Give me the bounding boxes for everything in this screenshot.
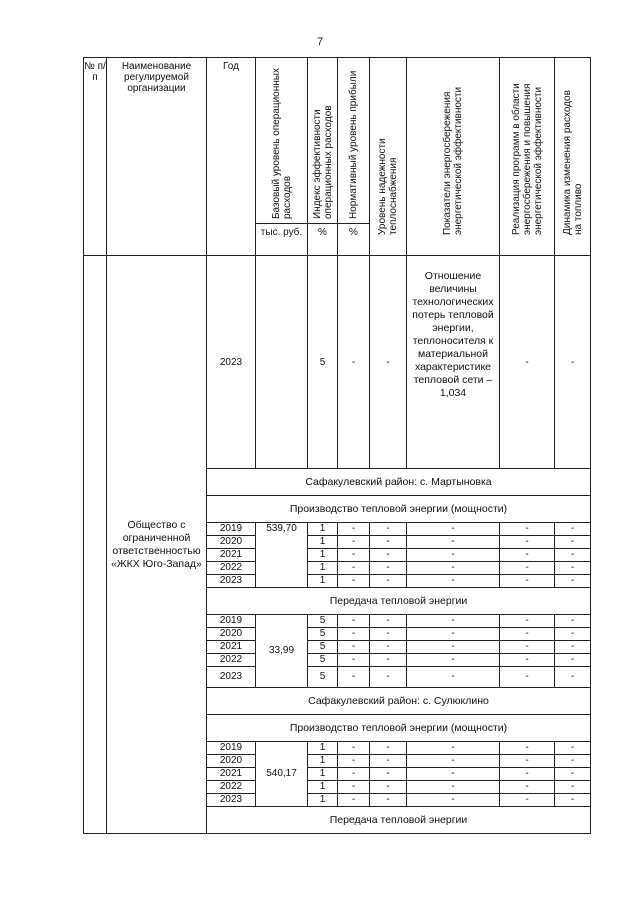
cell-programs: - (500, 667, 555, 688)
cell-year: 2023 (207, 575, 256, 588)
block-title: Производство тепловой энергии (мощности) (207, 715, 591, 742)
cell-base: 540,17 (256, 742, 308, 807)
cell-programs: - (500, 523, 555, 536)
block-title: Производство тепловой энергии (мощности) (207, 496, 591, 523)
cell-profit: - (338, 562, 370, 575)
header-programs: Реализация программ в области энергосбережения и повышения энергетической эффективности (500, 58, 555, 256)
cell-fuel: - (555, 628, 591, 641)
header-year: Год (207, 58, 256, 256)
cell-profit: - (338, 549, 370, 562)
cell-programs: - (500, 628, 555, 641)
cell-year: 2023 (207, 667, 256, 688)
cell-year: 2019 (207, 523, 256, 536)
cell-index: 1 (308, 549, 338, 562)
unit-profit: % (338, 224, 370, 256)
cell-fuel: - (555, 575, 591, 588)
page-number: 7 (316, 36, 324, 48)
cell-energy: Отношение величины технологических потерь тепловой энергии, теплоносителя к материальной характеристике тепловой сети – 1,034 (407, 256, 500, 469)
header-fuel: Динамика изменения расходов на топливо (555, 58, 591, 256)
header-num: № п/п (84, 58, 107, 256)
cell-index: 5 (308, 667, 338, 688)
header-base: Базовый уровень операционных расходов (256, 58, 308, 224)
cell-energy: - (407, 755, 500, 768)
cell-index: 1 (308, 794, 338, 807)
cell-index: 5 (308, 641, 338, 654)
organization-name: Общество с ограниченной ответственностью «ЖКХ Юго-Запад» (107, 256, 207, 834)
header-energy: Показатели энергосбережения энергетической эффективности (407, 58, 500, 256)
header-index: Индекс эффективности операционных расходов (308, 58, 338, 224)
cell-energy: - (407, 575, 500, 588)
unit-base: тыс. руб. (256, 224, 308, 256)
cell-fuel: - (555, 536, 591, 549)
cell-fuel: - (555, 742, 591, 755)
cell-fuel: - (555, 781, 591, 794)
cell-fuel: - (555, 549, 591, 562)
cell-reliability: - (370, 781, 407, 794)
cell-programs: - (500, 256, 555, 469)
indicators-table (83, 57, 591, 834)
cell-reliability: - (370, 628, 407, 641)
header-profit: Нормативный уровень прибыли (338, 58, 370, 224)
cell-programs: - (500, 536, 555, 549)
cell-profit: - (338, 628, 370, 641)
cell-fuel: - (555, 256, 591, 469)
block-title: Передача тепловой энергии (207, 588, 591, 615)
block-title: Передача тепловой энергии (207, 807, 591, 834)
header-row (84, 58, 591, 224)
cell-fuel: - (555, 615, 591, 628)
cell-profit: - (338, 575, 370, 588)
cell-profit: - (338, 641, 370, 654)
cell-energy: - (407, 562, 500, 575)
cell-profit: - (338, 654, 370, 667)
cell-energy: - (407, 667, 500, 688)
cell-reliability: - (370, 536, 407, 549)
cell-year: 2021 (207, 768, 256, 781)
cell-index: 1 (308, 768, 338, 781)
cell-base (256, 256, 308, 469)
cell-reliability: - (370, 562, 407, 575)
cell-programs: - (500, 781, 555, 794)
cell-year: 2023 (207, 794, 256, 807)
cell-base: 539,70 (256, 523, 308, 588)
cell-index: 5 (308, 615, 338, 628)
cell-programs: - (500, 768, 555, 781)
cell-profit: - (338, 667, 370, 688)
cell-energy: - (407, 549, 500, 562)
cell-year: 2020 (207, 628, 256, 641)
cell-profit: - (338, 768, 370, 781)
cell-index: 5 (308, 654, 338, 667)
cell-index: 5 (308, 256, 338, 469)
cell-fuel: - (555, 667, 591, 688)
cell-profit: - (338, 536, 370, 549)
cell-reliability: - (370, 549, 407, 562)
cell-profit: - (338, 794, 370, 807)
cell-num (84, 256, 107, 834)
cell-fuel: - (555, 654, 591, 667)
cell-profit: - (338, 781, 370, 794)
cell-fuel: - (555, 523, 591, 536)
cell-programs: - (500, 562, 555, 575)
cell-energy: - (407, 628, 500, 641)
cell-energy: - (407, 768, 500, 781)
cell-energy: - (407, 615, 500, 628)
cell-reliability: - (370, 256, 407, 469)
cell-energy: - (407, 781, 500, 794)
cell-programs: - (500, 794, 555, 807)
cell-year: 2022 (207, 781, 256, 794)
table-row (84, 256, 591, 469)
cell-index: 1 (308, 536, 338, 549)
cell-reliability: - (370, 615, 407, 628)
cell-profit: - (338, 615, 370, 628)
unit-index: % (308, 224, 338, 256)
district-title: Сафакулевский район: с. Сулюклино (207, 688, 591, 715)
cell-index: 5 (308, 628, 338, 641)
cell-reliability: - (370, 667, 407, 688)
cell-reliability: - (370, 575, 407, 588)
cell-index: 1 (308, 562, 338, 575)
cell-energy: - (407, 742, 500, 755)
cell-year: 2020 (207, 536, 256, 549)
cell-profit: - (338, 755, 370, 768)
cell-programs: - (500, 742, 555, 755)
cell-index: 1 (308, 781, 338, 794)
cell-profit: - (338, 742, 370, 755)
cell-year: 2021 (207, 641, 256, 654)
cell-index: 1 (308, 575, 338, 588)
cell-year: 2022 (207, 562, 256, 575)
cell-year: 2021 (207, 549, 256, 562)
cell-year: 2022 (207, 654, 256, 667)
cell-profit: - (338, 256, 370, 469)
cell-reliability: - (370, 742, 407, 755)
district-title: Сафакулевский район: с. Мартыновка (207, 469, 591, 496)
cell-programs: - (500, 549, 555, 562)
cell-energy: - (407, 794, 500, 807)
header-name: Наименование регулируемой организации (107, 58, 207, 256)
cell-fuel: - (555, 562, 591, 575)
cell-programs: - (500, 615, 555, 628)
cell-base: 33,99 (256, 615, 308, 688)
cell-energy: - (407, 536, 500, 549)
cell-reliability: - (370, 654, 407, 667)
cell-year: 2019 (207, 615, 256, 628)
cell-profit: - (338, 523, 370, 536)
cell-fuel: - (555, 768, 591, 781)
cell-reliability: - (370, 641, 407, 654)
cell-reliability: - (370, 794, 407, 807)
cell-programs: - (500, 654, 555, 667)
cell-programs: - (500, 755, 555, 768)
header-reliability: Уровень надежности теплоснабжения (370, 58, 407, 256)
cell-year: 2020 (207, 755, 256, 768)
cell-programs: - (500, 641, 555, 654)
cell-reliability: - (370, 523, 407, 536)
cell-energy: - (407, 654, 500, 667)
cell-fuel: - (555, 794, 591, 807)
cell-index: 1 (308, 742, 338, 755)
cell-reliability: - (370, 768, 407, 781)
cell-reliability: - (370, 755, 407, 768)
cell-fuel: - (555, 641, 591, 654)
cell-fuel: - (555, 755, 591, 768)
cell-index: 1 (308, 523, 338, 536)
cell-energy: - (407, 523, 500, 536)
cell-energy: - (407, 641, 500, 654)
cell-index: 1 (308, 755, 338, 768)
cell-programs: - (500, 575, 555, 588)
cell-year: 2019 (207, 742, 256, 755)
cell-year: 2023 (207, 256, 256, 469)
